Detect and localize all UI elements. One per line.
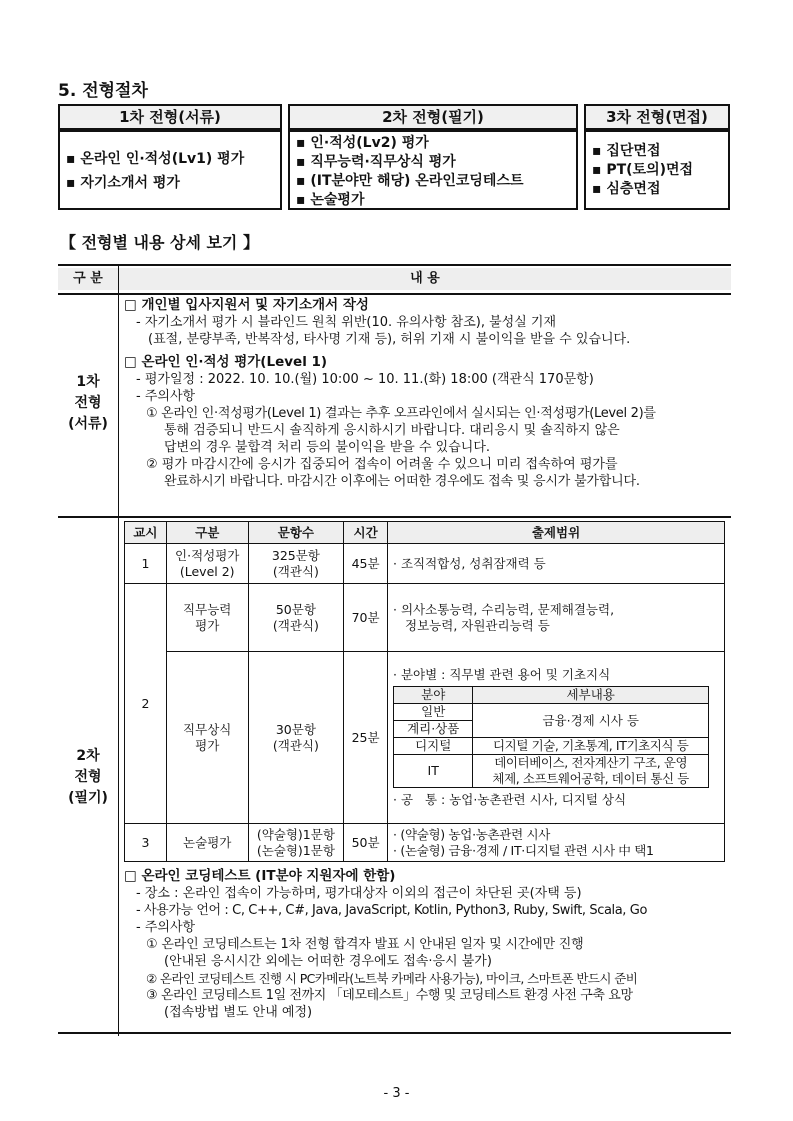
exam-header: 출제범위 bbox=[388, 522, 725, 544]
exam-type: 인·적성평가 bbox=[175, 547, 240, 563]
exam-scope: · (약술형) 농업·농촌관련 시사 bbox=[393, 826, 551, 842]
stage3-item: ▪ PT(토의)면접 bbox=[592, 161, 728, 180]
stage1-label: 전형 bbox=[74, 395, 102, 411]
exam-type: 평가 bbox=[195, 617, 220, 633]
stage2-title: 2차 전형(필기) bbox=[288, 104, 578, 130]
header-col-content: 내 용 bbox=[119, 268, 731, 290]
stage1-block2-line: 통해 검증되니 반드시 솔직하게 응시하시기 바랍니다. 대리응시 및 솔직하지 않은 bbox=[164, 423, 620, 438]
stage2-item: ▪ 인·적성(Lv2) 평가 bbox=[296, 134, 576, 153]
sub-content: 디지털 기술, 기초통계, IT기초지식 등 bbox=[473, 738, 709, 755]
exam-header: 구분 bbox=[166, 522, 248, 544]
page-number: - 3 - bbox=[383, 1086, 410, 1101]
exam-header: 교시 bbox=[125, 522, 167, 544]
stage1-block2-line: - 주의사항 bbox=[136, 389, 196, 404]
exam-time: 50분 bbox=[344, 824, 388, 862]
stage3-title: 3차 전형(면접) bbox=[584, 104, 730, 130]
header-col-category: 구 분 bbox=[58, 268, 118, 290]
stage1-block2-line: ② 평가 마감시간에 응시가 집중되어 접속이 어려울 수 있으니 미리 접속하여 평가를 bbox=[146, 457, 618, 472]
exam-header: 문항수 bbox=[248, 522, 344, 544]
sub-header: 분야 bbox=[394, 687, 473, 704]
stage1-item: ▪ 온라인 인·적성(Lv1) 평가 bbox=[66, 150, 280, 169]
stage2-item: ▪ (IT분야만 해당) 온라인코딩테스트 bbox=[296, 172, 576, 191]
exam-period: 2 bbox=[125, 584, 167, 824]
exam-time: 45분 bbox=[344, 544, 388, 584]
stage3-item: ▪ 심층면접 bbox=[592, 180, 728, 199]
exam-table bbox=[124, 521, 725, 862]
exam-count: 50문항 bbox=[275, 601, 316, 617]
stage1-block1-heading: □ 개인별 입사지원서 및 자기소개서 작성 bbox=[124, 297, 369, 313]
coding-line: - 사용가능 언어 : C, C++, C#, Java, JavaScript, Kotlin, Python3, Ruby, Swift, Scala, Go bbox=[136, 903, 647, 918]
stage1-block2-heading: □ 온라인 인·적성 평가(Level 1) bbox=[124, 354, 328, 370]
stage2-item: ▪ 논술평가 bbox=[296, 191, 576, 210]
coding-line: ① 온라인 코딩테스트는 1차 전형 합격자 발표 시 안내된 일자 및 시간에만 진행 bbox=[146, 937, 584, 952]
stage1-title: 1차 전형(서류) bbox=[58, 104, 282, 130]
exam-type: (Level 2) bbox=[179, 563, 235, 579]
coding-line: (안내된 응시시간 외에는 어떠한 경우에도 접속·응시 불가) bbox=[164, 954, 492, 969]
exam-type: 평가 bbox=[195, 737, 220, 753]
sub-field: 일반 bbox=[394, 704, 473, 721]
exam-count: (객관식) bbox=[272, 737, 319, 753]
sub-content: 체제, 소프트웨어공학, 데이터 통신 등 bbox=[492, 771, 689, 786]
stage2-label: (필기) bbox=[68, 790, 108, 806]
stage2-label: 전형 bbox=[74, 769, 102, 785]
detail-table bbox=[58, 264, 731, 1034]
exam-type: 직무능력 bbox=[183, 601, 232, 617]
exam-period: 3 bbox=[125, 824, 167, 862]
exam-time: 70분 bbox=[344, 584, 388, 652]
coding-line: ② 온라인 코딩테스트 진행 시 PC카메라(노트북 카메라 사용가능), 마이크, 스마트폰 반드시 준비 bbox=[146, 971, 638, 986]
exam-scope: · (논술형) 금융·경제 / IT·디지털 관련 시사 中 택1 bbox=[393, 842, 654, 858]
stage2-label: 2차 bbox=[76, 748, 100, 764]
detail-title: 【 전형별 내용 상세 보기 】 bbox=[60, 233, 259, 252]
coding-line: - 장소 : 온라인 접속이 가능하며, 평가대상자 이외의 접근이 차단된 곳(자택 등) bbox=[136, 886, 582, 901]
stage1-items bbox=[58, 130, 282, 210]
stage2-items bbox=[288, 130, 578, 210]
coding-heading: □ 온라인 코딩테스트 (IT분야 지원자에 한함) bbox=[124, 868, 396, 884]
exam-count: 325문항 bbox=[271, 547, 320, 563]
exam-count: 30문항 bbox=[275, 721, 316, 737]
sub-field: 계리·상품 bbox=[394, 721, 473, 738]
sub-field: 디지털 bbox=[394, 738, 473, 755]
stage1-label: (서류) bbox=[68, 416, 108, 432]
exam-scope: · 의사소통능력, 수리능력, 문제해결능력, bbox=[393, 601, 615, 617]
exam-scope: · 조직적합성, 성취잠재력 등 bbox=[388, 544, 725, 584]
stage1-block2-line: 완료하시기 바랍니다. 마감시간 이후에는 어떠한 경우에도 접속 및 응시가 불가합니다. bbox=[164, 474, 640, 489]
exam-scope: · 공 통 : 농업·농촌관련 시사, 디지털 상식 bbox=[393, 792, 627, 807]
exam-count: (객관식) bbox=[272, 563, 319, 579]
stage1-label: 1차 bbox=[76, 374, 100, 390]
stage3-items bbox=[584, 130, 730, 210]
exam-scope: · 분야별 : 직무별 관련 용어 및 기초지식 bbox=[393, 667, 611, 682]
sub-content: 금융·경제 시사 등 bbox=[473, 704, 709, 738]
exam-time: 25분 bbox=[344, 652, 388, 824]
coding-test-content bbox=[124, 868, 729, 1021]
stage1-item: ▪ 자기소개서 평가 bbox=[66, 174, 280, 193]
exam-count: (객관식) bbox=[272, 617, 319, 633]
section-title: 5. 전형절차 bbox=[58, 81, 148, 101]
stage1-block2-line: ① 온라인 인·적성평가(Level 1) 결과는 추후 오프라인에서 실시되는 인·적성평가(Level 2)를 bbox=[146, 406, 656, 421]
stage1-block2-line: - 평가일정 : 2022. 10. 10.(월) 10:00 ~ 10. 11.(화) 18:00 (객관식 170문항) bbox=[136, 372, 594, 387]
sub-field: IT bbox=[394, 755, 473, 788]
stage1-block1-line: (표절, 분량부족, 반복작성, 타사명 기재 등), 허위 기재 시 불이익을 받을 수 있습니다. bbox=[148, 332, 631, 347]
coding-line: (접속방법 별도 안내 예정) bbox=[164, 1005, 313, 1020]
exam-header: 시간 bbox=[344, 522, 388, 544]
coding-line: - 주의사항 bbox=[136, 920, 196, 935]
stage3-item: ▪ 집단면접 bbox=[592, 142, 728, 161]
exam-period: 1 bbox=[125, 544, 167, 584]
stage2-item: ▪ 직무능력·직무상식 평가 bbox=[296, 153, 576, 172]
stage1-content bbox=[124, 297, 729, 490]
sub-content: 데이터베이스, 전자계산기 구조, 운영 bbox=[494, 755, 688, 770]
exam-scope: 정보능력, 자원관리능력 등 bbox=[405, 617, 550, 633]
exam-count: (약술형)1문항 bbox=[256, 826, 335, 842]
job-knowledge-subtable bbox=[393, 686, 709, 788]
exam-count: (논술형)1문항 bbox=[256, 842, 335, 858]
stage1-block1-line: - 자기소개서 평가 시 블라인드 원칙 위반(10. 유의사항 참조), 불성실 기재 bbox=[136, 315, 557, 330]
coding-line: ③ 온라인 코딩테스트 1일 전까지 「데모테스트」수행 및 코딩테스트 환경 사전 구축 요망 bbox=[146, 988, 633, 1003]
stage1-block2-line: 답변의 경우 불합격 처리 등의 불이익을 받을 수 있습니다. bbox=[164, 440, 491, 455]
sub-header: 세부내용 bbox=[473, 687, 709, 704]
exam-type: 논술평가 bbox=[166, 824, 248, 862]
exam-type: 직무상식 bbox=[183, 721, 232, 737]
